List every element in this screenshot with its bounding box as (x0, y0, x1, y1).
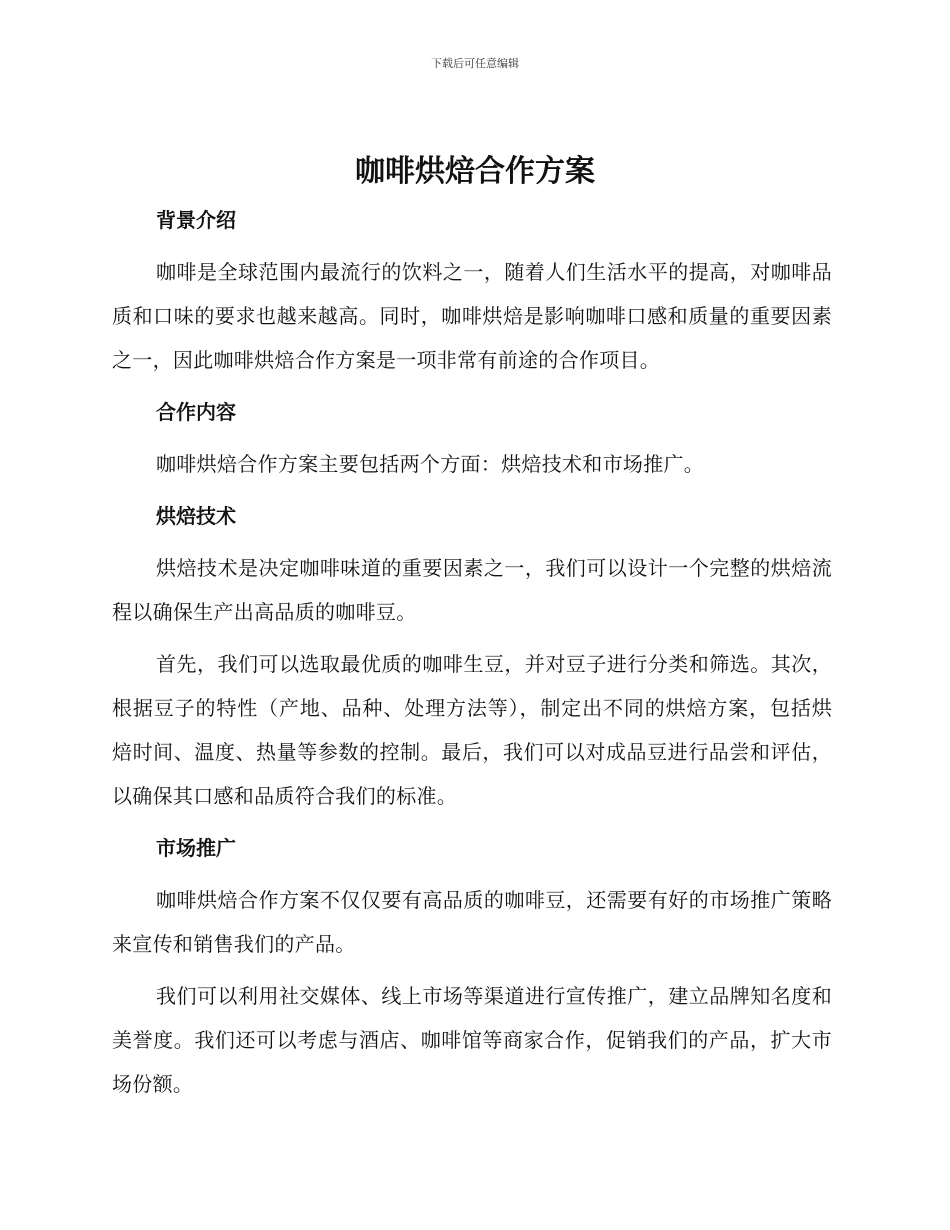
running-header: 下载后可任意编辑 (431, 57, 519, 70)
section-heading-roasting: 烘焙技术 (156, 504, 236, 528)
paragraph-background: 咖啡是全球范围内最流行的饮料之一，随着人们生活水平的提高，对咖啡品质和口味的要求也越来越高。同时，咖啡烘焙是影响咖啡口感和质量的重要因素之一，因此咖啡烘焙合作方案是一项非常有前途的合作项目。 (112, 260, 832, 372)
section-heading-background: 背景介绍 (156, 208, 236, 232)
document-body (112, 198, 832, 1114)
section-heading-marketing: 市场推广 (156, 836, 236, 860)
paragraph-marketing-intro: 咖啡烘焙合作方案不仅仅要有高品质的咖啡豆，还需要有好的市场推广策略来宣传和销售我们的产品。 (112, 888, 832, 956)
document-title: 咖啡烘焙合作方案 (355, 154, 595, 189)
paragraph-roasting-steps: 首先，我们可以选取最优质的咖啡生豆，并对豆子进行分类和筛选。其次，根据豆子的特性（产地、品种、处理方法等），制定出不同的烘焙方案，包括烘焙时间、温度、热量等参数的控制。最后，我们可以对成品豆进行品尝和评估，以确保其口感和品质符合我们的标准。 (112, 652, 832, 808)
paragraph-marketing-channels: 我们可以利用社交媒体、线上市场等渠道进行宣传推广，建立品牌知名度和美誉度。我们还可以考虑与酒店、咖啡馆等商家合作，促销我们的产品，扩大市场份额。 (112, 984, 832, 1096)
section-heading-cooperation: 合作内容 (156, 400, 236, 424)
paragraph-cooperation: 咖啡烘焙合作方案主要包括两个方面：烘焙技术和市场推广。 (156, 452, 705, 476)
paragraph-roasting-intro: 烘焙技术是决定咖啡味道的重要因素之一，我们可以设计一个完整的烘焙流程以确保生产出高品质的咖啡豆。 (112, 556, 832, 624)
